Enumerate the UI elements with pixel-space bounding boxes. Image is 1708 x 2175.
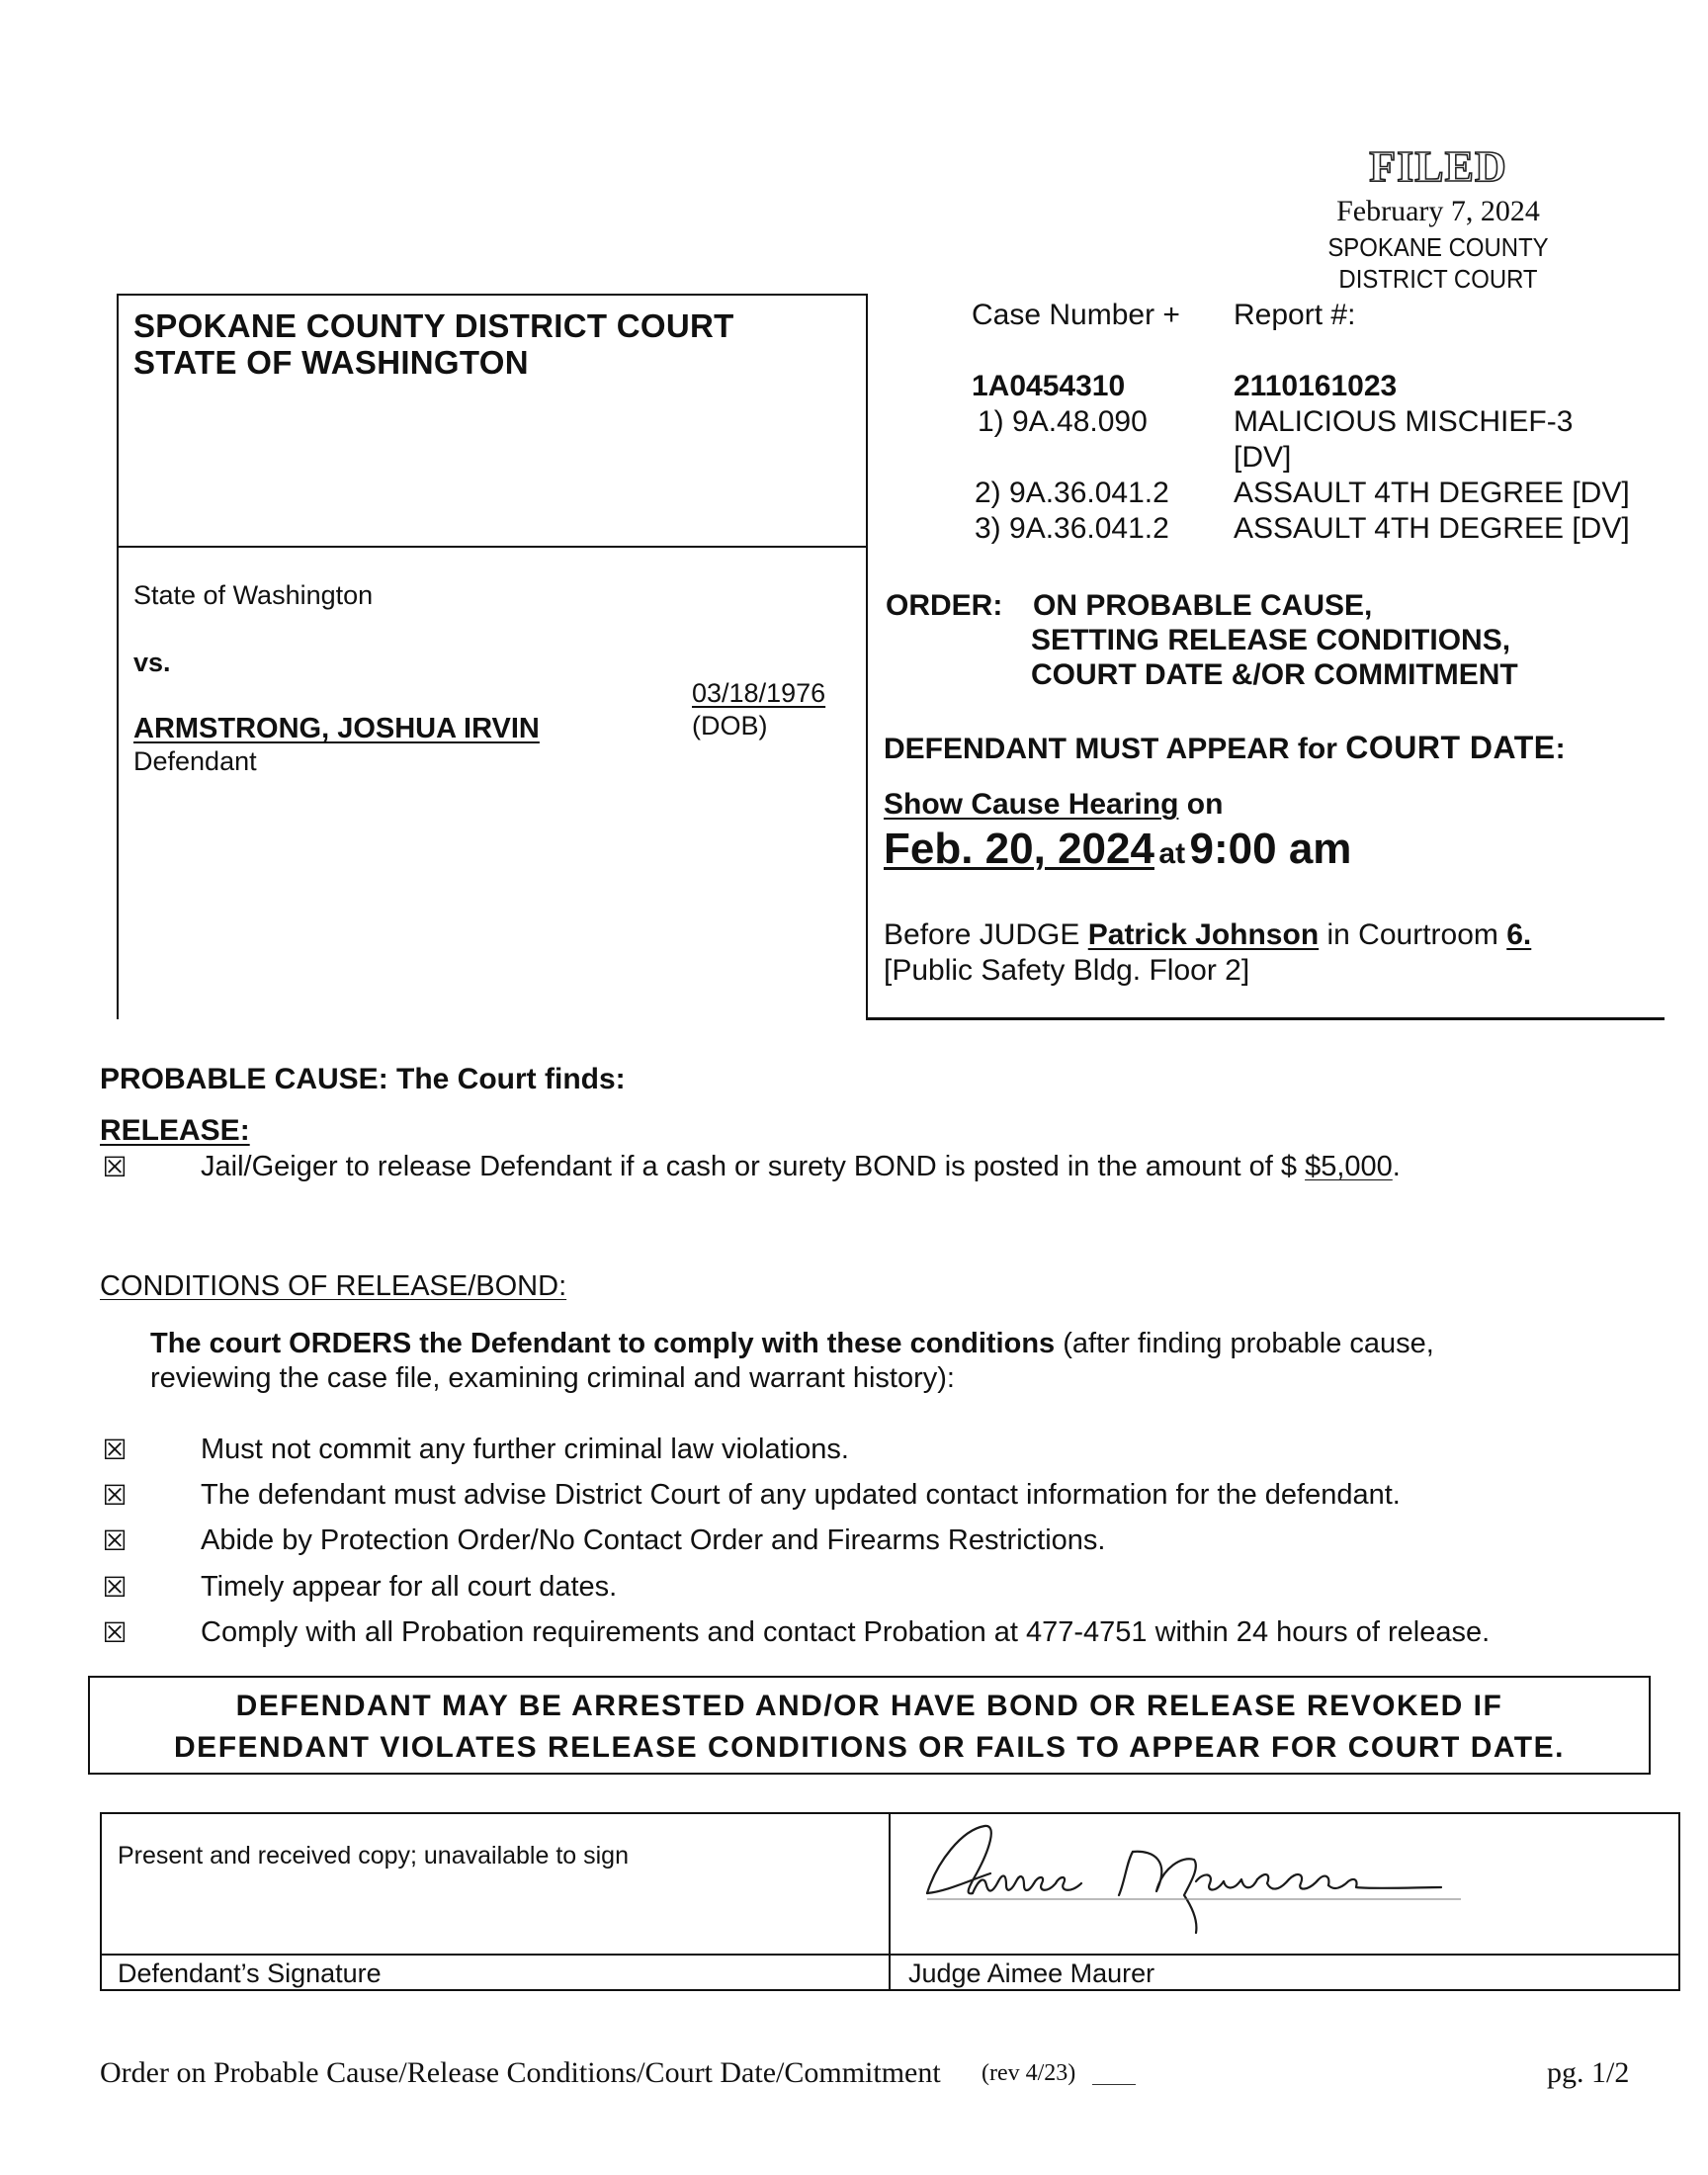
condition-text-2: The defendant must advise District Court of any updated contact information for the defendant. [201,1479,1401,1511]
condition-text-1: Must not commit any further criminal law violations. [201,1434,849,1465]
condition-checkbox-3: ☒ [102,1525,128,1556]
court-date-label: COURT DATE [1345,730,1556,765]
dob-label: (DOB) [692,711,768,740]
condition-checkbox-2: ☒ [102,1480,128,1511]
plaintiff-name: State of Washington [133,580,374,610]
charge-code-3: 3) 9A.36.041.2 [975,512,1169,545]
order-line2: SETTING RELEASE CONDITIONS, [1031,624,1511,656]
hearing-date: Feb. 20, 2024 [884,825,1154,873]
footer-form-title: Order on Probable Cause/Release Conditions/Court Date/Commitment [100,2056,941,2089]
court-name-line1: SPOKANE COUNTY DISTRICT COURT [133,307,734,344]
conditions-intro-line2: reviewing the case file, examining criminal and warrant history): [150,1362,955,1394]
conditions-heading: CONDITIONS OF RELEASE/BOND: [100,1270,567,1302]
case-number: 1A0454310 [972,370,1126,402]
court-name-line2: STATE OF WASHINGTON [133,344,529,381]
footer-blank-line [1092,2084,1136,2085]
condition-checkbox-1: ☒ [102,1435,128,1465]
warning-box [88,1676,1651,1775]
warning-line2: DEFENDANT VIOLATES RELEASE CONDITIONS OR FAILS TO APPEAR FOR COURT DATE. [174,1731,1565,1764]
caption-bottom-rule [866,1017,1665,1020]
hearing-location: [Public Safety Bldg. Floor 2] [884,954,1250,987]
release-text-line [201,1151,1401,1183]
charge-code-1: 1) 9A.48.090 [978,405,1148,438]
hearing-on: on [1186,788,1224,821]
order-line1: ON PROBABLE CAUSE, [1033,589,1373,622]
report-number-label: Report #: [1234,299,1356,331]
filed-stamp-title: FILED [1369,142,1507,191]
dob-value: 03/18/1976 [692,678,826,708]
judge-name: Patrick Johnson [1087,918,1320,951]
courtroom-number: 6. [1506,918,1532,951]
charge-code-2: 2) 9A.36.041.2 [975,477,1169,509]
footer-page-number: pg. 1/2 [1547,2056,1630,2089]
signature-table [100,1812,1680,1991]
conditions-intro-rest: (after finding probable cause, [1063,1328,1434,1359]
release-heading: RELEASE: [100,1114,250,1147]
defendant-signature-note: Present and received copy; unavailable to sign [118,1842,629,1870]
hearing-datetime-line [884,825,1351,874]
release-text: Jail/Geiger to release Defendant if a cash or surety BOND is posted in the amount of $ [201,1151,1298,1182]
release-checkbox: ☒ [102,1152,128,1182]
defendant-label: Defendant [133,746,257,776]
charge-desc-1: MALICIOUS MISCHIEF-3 [1234,405,1574,438]
case-number-label: Case Number + [972,299,1180,331]
condition-checkbox-5: ☒ [102,1617,128,1648]
must-appear-colon: : [1555,733,1566,765]
must-appear-text: DEFENDANT MUST APPEAR for [884,733,1337,765]
judge-signature-label: Judge Aimee Maurer [908,1958,1155,1988]
condition-text-5: Comply with all Probation requirements and contact Probation at 477-4751 within 24 hours of release. [201,1616,1491,1648]
defendant-name: ARMSTRONG, JOSHUA IRVIN [133,713,540,744]
probable-cause-heading: PROBABLE CAUSE: The Court finds: [100,1063,626,1095]
caption-box [117,294,868,1019]
defendant-signature-label: Defendant’s Signature [118,1958,382,1988]
courtroom-label: in Courtroom [1326,918,1498,951]
conditions-intro-bold: The court ORDERS the Defendant to comply with these conditions [150,1328,1056,1359]
versus-label: vs. [133,648,171,677]
before-judge-label: Before JUDGE [884,918,1080,951]
order-label: ORDER: [886,589,1003,622]
judge-line [884,918,1531,952]
footer-revision: (rev 4/23) [982,2060,1076,2086]
judge-signature-image [907,1822,1481,1941]
filed-court-line1: SPOKANE COUNTY [1327,232,1549,262]
condition-text-3: Abide by Protection Order/No Contact Order and Firearms Restrictions. [201,1524,1106,1556]
must-appear-line [884,730,1566,766]
condition-checkbox-4: ☒ [102,1572,128,1603]
hearing-type: Show Cause Hearing [884,788,1179,821]
hearing-time: 9:00 am [1189,825,1352,873]
charge-desc-2: ASSAULT 4TH DEGREE [DV] [1234,477,1630,509]
warning-line1: DEFENDANT MAY BE ARRESTED AND/OR HAVE BOND OR RELEASE REVOKED IF [235,1690,1503,1722]
report-number: 2110161023 [1234,370,1398,402]
release-period: . [1392,1151,1401,1182]
conditions-intro [150,1328,1434,1360]
charge-desc-3: ASSAULT 4TH DEGREE [DV] [1234,512,1630,545]
filed-court-line2: DISTRICT COURT [1338,264,1538,294]
hearing-at: at [1158,837,1186,870]
hearing-type-line [884,788,1223,822]
bond-amount: $5,000 [1305,1151,1393,1182]
condition-text-4: Timely appear for all court dates. [201,1571,618,1603]
filed-date: February 7, 2024 [1336,195,1540,227]
order-line3: COURT DATE &/OR COMMITMENT [1031,658,1518,691]
charge-desc-1-cont: [DV] [1234,441,1292,474]
